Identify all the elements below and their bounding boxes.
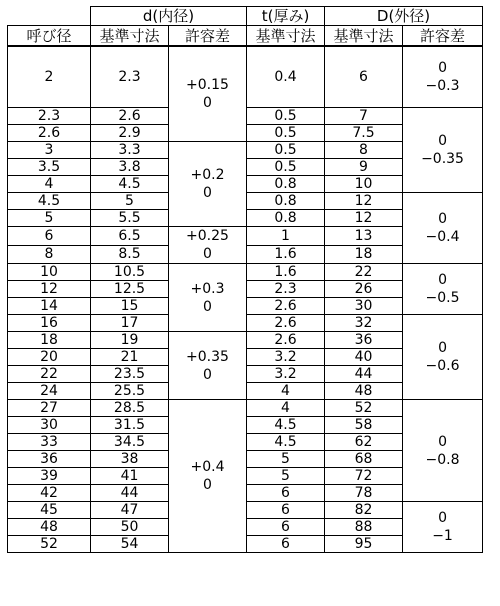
nominal-size-cell: 36 [8, 451, 91, 468]
thickness-cell: 0.4 [247, 46, 325, 108]
thickness-cell: 1.6 [247, 245, 325, 264]
thickness-cell: 0.8 [247, 210, 325, 227]
outer-diameter-tolerance [403, 400, 483, 502]
table-row [8, 264, 483, 281]
inner-diameter-cell: 47 [91, 502, 169, 519]
outer-diameter-cell: 7 [325, 108, 403, 125]
thickness-cell: 1 [247, 227, 325, 246]
inner-diameter-tolerance-lower: 0 [203, 298, 212, 315]
inner-diameter-tolerance-upper: +0.4 [190, 459, 225, 475]
nominal-size-cell: 20 [8, 349, 91, 366]
outer-diameter-cell: 82 [325, 502, 403, 519]
nominal-size-cell: 4 [8, 176, 91, 193]
outer-diameter-tolerance-upper: 0 [438, 211, 447, 227]
inner-diameter-cell: 3.3 [91, 142, 169, 159]
inner-diameter-cell: 6.5 [91, 227, 169, 246]
thickness-cell: 1.6 [247, 264, 325, 281]
outer-diameter-tolerance-lower: −1 [432, 528, 453, 544]
outer-diameter-tolerance [403, 193, 483, 264]
inner-diameter-cell: 34.5 [91, 434, 169, 451]
outer-diameter-cell: 12 [325, 193, 403, 210]
outer-diameter-tolerance-lower: −0.4 [425, 229, 460, 245]
nominal-size-cell: 30 [8, 417, 91, 434]
thickness-cell: 3.2 [247, 366, 325, 383]
thickness-cell: 2.3 [247, 281, 325, 298]
header-D-tolerance: 許容差 [403, 26, 483, 47]
header-d-basic: 基準寸法 [91, 26, 169, 47]
inner-diameter-cell: 2.3 [91, 46, 169, 108]
nominal-size-cell: 6 [8, 227, 91, 246]
thickness-cell: 6 [247, 536, 325, 553]
thickness-cell: 5 [247, 451, 325, 468]
header-d-group: d(内径) [91, 7, 247, 26]
thickness-cell: 2.6 [247, 332, 325, 349]
thickness-cell: 4.5 [247, 434, 325, 451]
nominal-size-cell: 39 [8, 468, 91, 485]
nominal-size-cell: 18 [8, 332, 91, 349]
header-row-subheads [8, 26, 483, 47]
nominal-size-cell: 48 [8, 519, 91, 536]
inner-diameter-cell: 31.5 [91, 417, 169, 434]
nominal-size-cell: 45 [8, 502, 91, 519]
inner-diameter-cell: 2.6 [91, 108, 169, 125]
inner-diameter-cell: 25.5 [91, 383, 169, 400]
outer-diameter-tolerance [403, 46, 483, 108]
inner-diameter-cell: 8.5 [91, 245, 169, 264]
outer-diameter-tolerance-upper: 0 [438, 272, 447, 288]
thickness-cell: 6 [247, 502, 325, 519]
outer-diameter-cell: 40 [325, 349, 403, 366]
inner-diameter-tolerance-upper: +0.25 [186, 228, 229, 244]
nominal-size-cell: 4.5 [8, 193, 91, 210]
inner-diameter-tolerance [169, 400, 247, 553]
inner-diameter-tolerance-lower: 0 [203, 477, 212, 493]
nominal-size-cell: 3 [8, 142, 91, 159]
outer-diameter-cell: 8 [325, 142, 403, 159]
outer-diameter-tolerance-upper: 0 [438, 433, 447, 450]
inner-diameter-cell: 2.9 [91, 125, 169, 142]
inner-diameter-cell: 44 [91, 485, 169, 502]
inner-diameter-tolerance-lower: 0 [203, 366, 212, 383]
outer-diameter-cell: 68 [325, 451, 403, 468]
outer-diameter-tolerance-upper: 0 [438, 510, 447, 526]
inner-diameter-cell: 15 [91, 298, 169, 315]
inner-diameter-tolerance [169, 227, 247, 264]
inner-diameter-cell: 28.5 [91, 400, 169, 417]
header-t-basic: 基準寸法 [247, 26, 325, 47]
inner-diameter-tolerance-upper: +0.2 [190, 167, 225, 183]
thickness-cell: 4 [247, 400, 325, 417]
nominal-size-cell: 16 [8, 315, 91, 332]
outer-diameter-cell: 44 [325, 366, 403, 383]
thickness-cell: 0.5 [247, 108, 325, 125]
inner-diameter-cell: 21 [91, 349, 169, 366]
outer-diameter-cell: 26 [325, 281, 403, 298]
inner-diameter-cell: 10.5 [91, 264, 169, 281]
inner-diameter-tolerance [169, 332, 247, 400]
outer-diameter-tolerance-lower: −0.5 [425, 290, 460, 306]
thickness-cell: 2.6 [247, 298, 325, 315]
nominal-size-cell: 10 [8, 264, 91, 281]
thickness-cell: 0.5 [247, 142, 325, 159]
thickness-cell: 0.8 [247, 193, 325, 210]
outer-diameter-cell: 62 [325, 434, 403, 451]
outer-diameter-tolerance-upper: 0 [438, 340, 447, 356]
outer-diameter-cell: 7.5 [325, 125, 403, 142]
nominal-size-cell: 14 [8, 298, 91, 315]
inner-diameter-cell: 12.5 [91, 281, 169, 298]
inner-diameter-tolerance [169, 46, 247, 142]
outer-diameter-tolerance-lower: −0.8 [425, 451, 460, 468]
outer-diameter-cell: 36 [325, 332, 403, 349]
outer-diameter-cell: 72 [325, 468, 403, 485]
inner-diameter-cell: 17 [91, 315, 169, 332]
inner-diameter-cell: 19 [91, 332, 169, 349]
thickness-cell: 6 [247, 485, 325, 502]
header-row-groups [8, 7, 483, 26]
inner-diameter-cell: 4.5 [91, 176, 169, 193]
inner-diameter-tolerance-lower: 0 [203, 95, 212, 111]
inner-diameter-tolerance [169, 142, 247, 227]
outer-diameter-cell: 32 [325, 315, 403, 332]
outer-diameter-cell: 48 [325, 383, 403, 400]
outer-diameter-cell: 88 [325, 519, 403, 536]
inner-diameter-cell: 54 [91, 536, 169, 553]
outer-diameter-tolerance-lower: −0.6 [425, 358, 460, 374]
inner-diameter-cell: 3.8 [91, 159, 169, 176]
inner-diameter-tolerance [169, 264, 247, 332]
outer-diameter-cell: 30 [325, 298, 403, 315]
thickness-cell: 6 [247, 519, 325, 536]
nominal-size-cell: 24 [8, 383, 91, 400]
outer-diameter-cell: 52 [325, 400, 403, 417]
nominal-size-cell: 27 [8, 400, 91, 417]
thickness-cell: 4.5 [247, 417, 325, 434]
inner-diameter-tolerance-upper: +0.3 [190, 280, 225, 297]
inner-diameter-cell: 5.5 [91, 210, 169, 227]
thickness-cell: 4 [247, 383, 325, 400]
outer-diameter-tolerance [403, 108, 483, 193]
thickness-cell: 2.6 [247, 315, 325, 332]
outer-diameter-tolerance [403, 502, 483, 553]
thickness-cell: 5 [247, 468, 325, 485]
inner-diameter-tolerance-upper: +0.15 [186, 77, 229, 93]
nominal-size-cell: 42 [8, 485, 91, 502]
header-D-group: D(外径) [325, 7, 483, 26]
inner-diameter-cell: 5 [91, 193, 169, 210]
thickness-cell: 3.2 [247, 349, 325, 366]
nominal-size-cell: 33 [8, 434, 91, 451]
outer-diameter-cell: 95 [325, 536, 403, 553]
washer-dimension-table [7, 6, 483, 553]
inner-diameter-cell: 38 [91, 451, 169, 468]
nominal-size-cell: 8 [8, 245, 91, 264]
nominal-size-cell: 3.5 [8, 159, 91, 176]
outer-diameter-cell: 78 [325, 485, 403, 502]
nominal-size-cell: 5 [8, 210, 91, 227]
thickness-cell: 0.5 [247, 159, 325, 176]
outer-diameter-cell: 22 [325, 264, 403, 281]
outer-diameter-tolerance-upper: 0 [438, 60, 447, 76]
outer-diameter-tolerance-upper: 0 [438, 133, 447, 149]
header-t-group: t(厚み) [247, 7, 325, 26]
inner-diameter-cell: 23.5 [91, 366, 169, 383]
outer-diameter-cell: 18 [325, 245, 403, 264]
header-corner [8, 7, 91, 26]
header-D-basic: 基準寸法 [325, 26, 403, 47]
outer-diameter-tolerance [403, 264, 483, 315]
inner-diameter-tolerance-lower: 0 [203, 246, 212, 262]
nominal-size-cell: 2.3 [8, 108, 91, 125]
inner-diameter-cell: 50 [91, 519, 169, 536]
outer-diameter-cell: 10 [325, 176, 403, 193]
outer-diameter-tolerance-lower: −0.3 [425, 78, 460, 94]
outer-diameter-tolerance-lower: −0.35 [421, 151, 464, 167]
thickness-cell: 0.5 [247, 125, 325, 142]
outer-diameter-cell: 9 [325, 159, 403, 176]
header-d-tolerance: 許容差 [169, 26, 247, 47]
outer-diameter-tolerance [403, 315, 483, 400]
outer-diameter-cell: 12 [325, 210, 403, 227]
inner-diameter-tolerance-upper: +0.35 [186, 348, 229, 365]
outer-diameter-cell: 58 [325, 417, 403, 434]
header-nominal: 呼び径 [8, 26, 91, 47]
outer-diameter-cell: 13 [325, 227, 403, 246]
outer-diameter-cell: 6 [325, 46, 403, 108]
thickness-cell: 0.8 [247, 176, 325, 193]
nominal-size-cell: 2.6 [8, 125, 91, 142]
nominal-size-cell: 2 [8, 46, 91, 108]
table-row [8, 400, 483, 417]
nominal-size-cell: 52 [8, 536, 91, 553]
inner-diameter-tolerance-lower: 0 [203, 185, 212, 201]
table-row [8, 46, 483, 108]
inner-diameter-cell: 41 [91, 468, 169, 485]
nominal-size-cell: 22 [8, 366, 91, 383]
nominal-size-cell: 12 [8, 281, 91, 298]
